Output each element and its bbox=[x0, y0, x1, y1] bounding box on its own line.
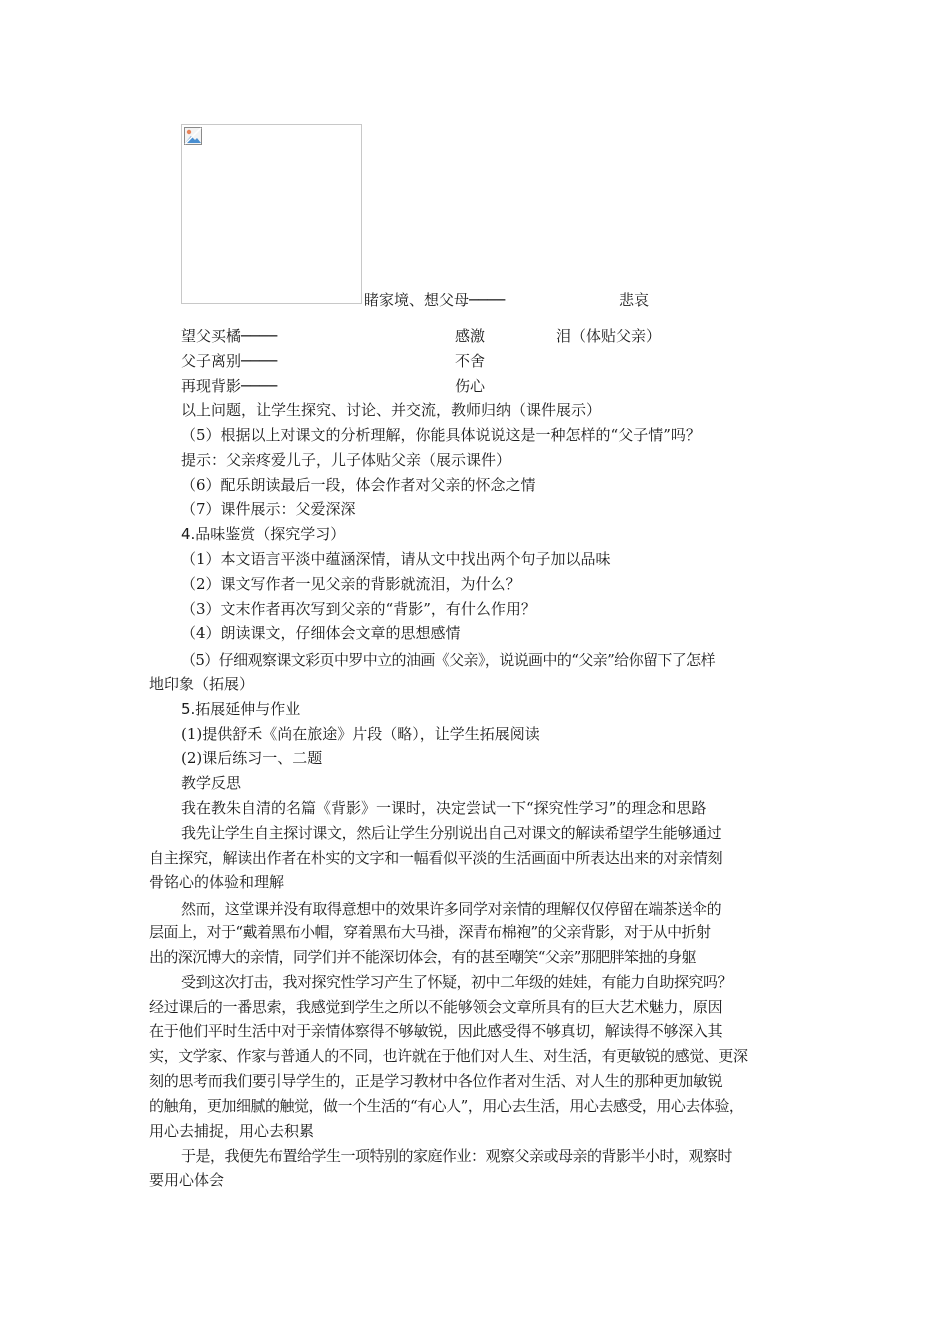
table-row-1-left: 望父买橘──── bbox=[181, 327, 278, 345]
table-row-1-right: 泪（体贴父亲） bbox=[556, 327, 662, 345]
image-row-left: 睹家境、想父母──── bbox=[364, 291, 506, 309]
paragraph-line: 骨铭心的体验和理解 bbox=[149, 873, 285, 891]
paragraph-line: 我在教朱自清的名篇《背影》一课时，决定尝试一下“探究性学习”的理念和思路 bbox=[181, 799, 707, 817]
paragraph-line: 自主探究，解读出作者在朴实的文字和一幅看似平淡的生活画面中所表达出来的对亲情刻 bbox=[149, 849, 723, 867]
text-line: (1)提供舒禾《尚在旅途》片段（略），让学生拓展阅读 bbox=[181, 725, 540, 743]
text-line: （3）文末作者再次写到父亲的“背影”，有什么作用？ bbox=[181, 600, 536, 618]
text-line: (2)课后练习一、二题 bbox=[181, 749, 323, 767]
text-line: 教学反思 bbox=[181, 774, 242, 792]
paragraph-line: 的触角，更加细腻的触觉，做一个生活的“有心人”，用心去生活，用心去感受，用心去体验， bbox=[149, 1097, 744, 1115]
table-row-2-mid: 不舍 bbox=[455, 352, 486, 370]
text-line: （4）朗读课文，仔细体会文章的思想感情 bbox=[181, 624, 461, 642]
table-row-1-mid: 感激 bbox=[455, 327, 486, 345]
table-row-3-mid: 伤心 bbox=[455, 377, 486, 395]
paragraph-line: 经过课后的一番思索，我感觉到学生之所以不能够领会文章所具有的巨大艺术魅力，原因 bbox=[149, 998, 723, 1016]
text-line: （5）根据以上对课文的分析理解，你能具体说说这是一种怎样的“父子情”吗？ bbox=[181, 426, 701, 444]
section-heading: 5.拓展延伸与作业 bbox=[181, 700, 301, 718]
text-line: 以上问题，让学生探究、讨论、并交流，教师归纳（课件展示） bbox=[181, 401, 602, 419]
text-line: 提示：父亲疼爱儿子，儿子体贴父亲（展示课件） bbox=[181, 451, 512, 469]
text-line: （5）仔细观察课文彩页中罗中立的油画《父亲》，说说画中的“父亲”给你留下了怎样 bbox=[181, 651, 715, 669]
text-line: 地印象（拓展） bbox=[149, 675, 255, 693]
paragraph-line: 我先让学生自主探讨课文，然后让学生分别说出自己对课文的解读希望学生能够通过 bbox=[181, 824, 722, 842]
paragraph-line: 刻的思考而我们要引导学生的，正是学习教材中各位作者对生活、对人生的那种更加敏锐 bbox=[149, 1072, 723, 1090]
table-row-2-left: 父子离别──── bbox=[181, 352, 278, 370]
paragraph-line: 层面上，对于“戴着黑布小帽，穿着黑布大马褂，深青布棉袍”的父亲背影，对于从中折射 bbox=[149, 923, 711, 941]
paragraph-line: 出的深沉博大的亲情，同学们并不能深切体会，有的甚至嘲笑“父亲”那肥胖笨拙的身躯 bbox=[149, 948, 696, 966]
section-heading: 4.品味鉴赏（探究学习） bbox=[181, 525, 346, 543]
paragraph-line: 要用心体会 bbox=[149, 1171, 225, 1189]
broken-image-placeholder bbox=[181, 124, 362, 304]
paragraph-line: 用心去捕捉，用心去积累 bbox=[149, 1122, 315, 1140]
image-row-right: 悲哀 bbox=[619, 291, 650, 309]
paragraph-line: 实，文学家、作家与普通人的不同，也许就在于他们对人生、对生活，有更敏锐的感觉、更深 bbox=[149, 1047, 748, 1065]
text-line: （7）课件展示：父爱深深 bbox=[181, 500, 356, 518]
text-line: （1）本文语言平淡中蕴涵深情，请从文中找出两个句子加以品味 bbox=[181, 550, 611, 568]
broken-image-icon bbox=[184, 127, 202, 145]
text-line: （6）配乐朗读最后一段，体会作者对父亲的怀念之情 bbox=[181, 476, 536, 494]
text-line: （2）课文写作者一见父亲的背影就流泪，为什么？ bbox=[181, 575, 521, 593]
table-row-3-left: 再现背影──── bbox=[181, 377, 278, 395]
paragraph-line: 然而，这堂课并没有取得意想中的效果许多同学对亲情的理解仅仅停留在端茶送伞的 bbox=[181, 900, 722, 918]
paragraph-line: 于是，我便先布置给学生一项特别的家庭作业：观察父亲或母亲的背影半小时，观察时 bbox=[181, 1147, 733, 1165]
paragraph-line: 在于他们平时生活中对于亲情体察得不够敏锐，因此感受得不够真切，解读得不够深入其 bbox=[149, 1022, 723, 1040]
paragraph-line: 受到这次打击，我对探究性学习产生了怀疑，初中二年级的娃娃，有能力自助探究吗？ bbox=[181, 973, 733, 991]
